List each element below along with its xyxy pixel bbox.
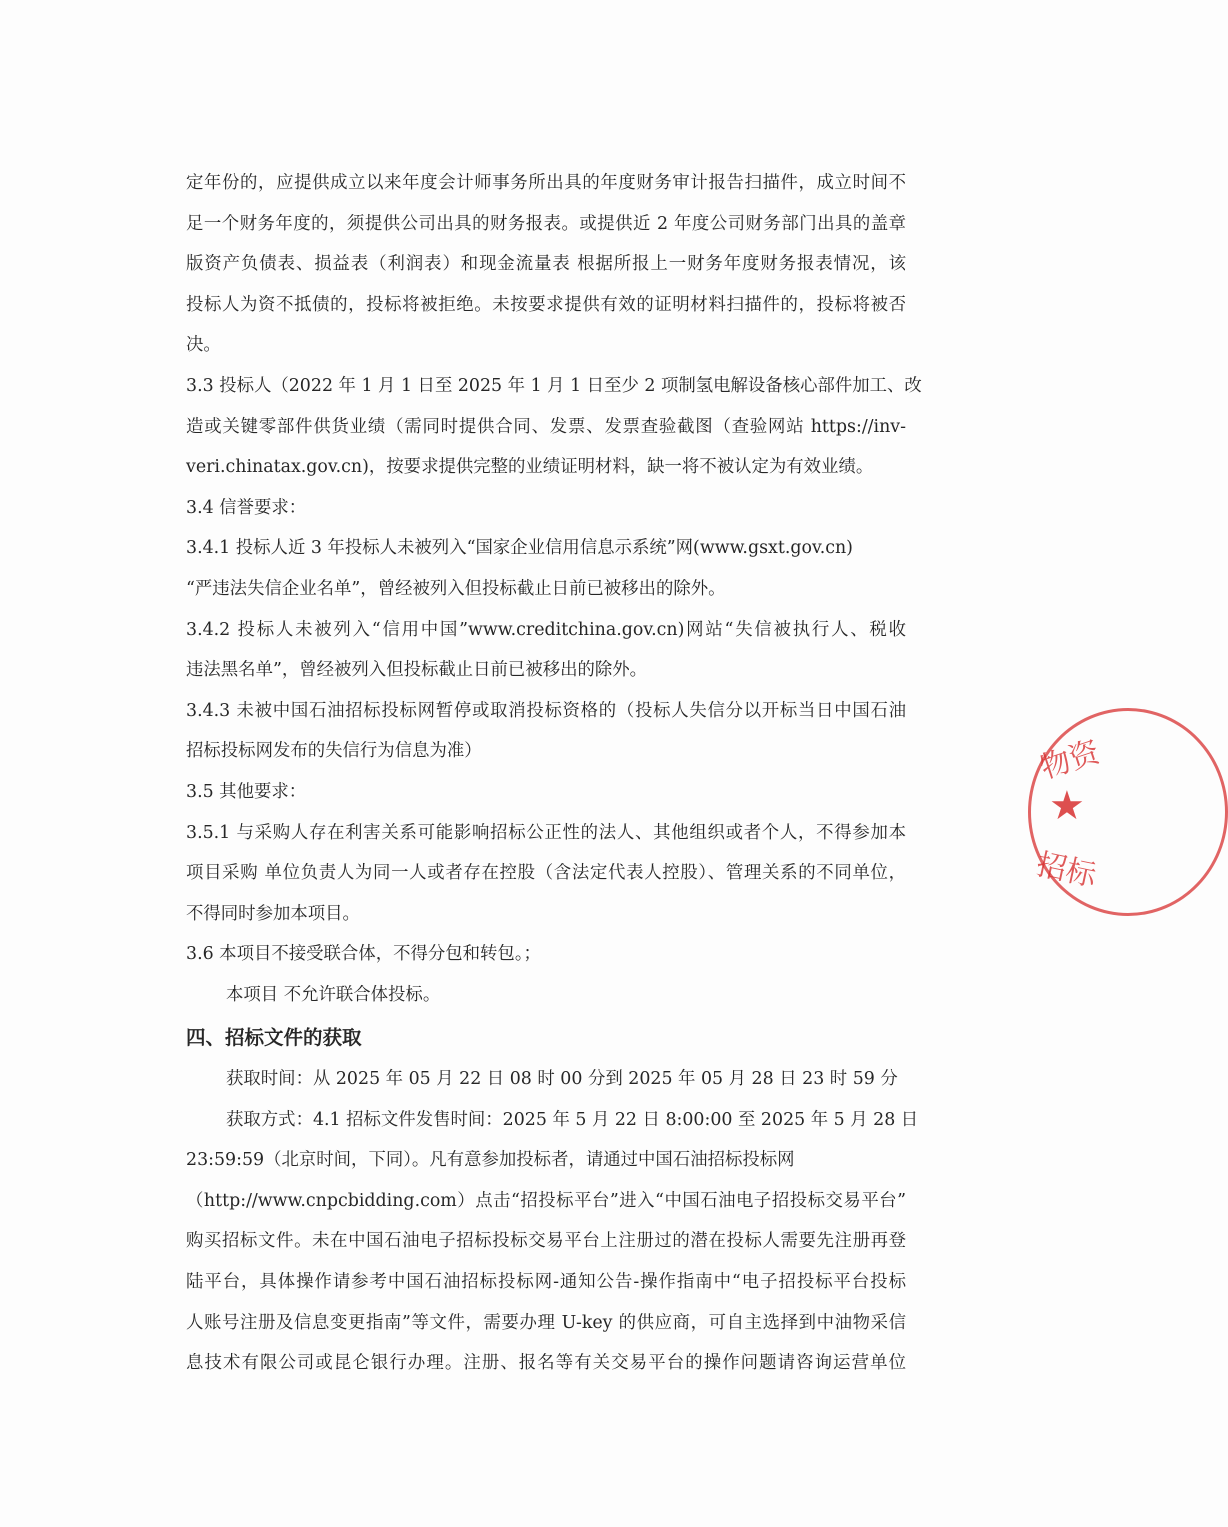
star-icon: ★ — [1049, 783, 1085, 829]
text-line: 定年份的，应提供成立以来年度会计师事务所出具的年度财务审计报告扫描件，成立时间不 — [186, 173, 906, 193]
text-line: 3.5.1 与采购人存在利害关系可能影响招标公正性的法人、其他组织或者个人，不得参加本 — [186, 822, 906, 843]
text-line: 违法黑名单”，曾经被列入但投标截止日前已被移出的除外。 — [186, 660, 648, 681]
text-line: 3.4 信誉要求： — [186, 497, 307, 518]
seal-text-bottom: 招标 — [1033, 847, 1100, 894]
text-line: 息技术有限公司或昆仑银行办理。注册、报名等有关交易平台的操作问题请咨询运营单位 — [186, 1353, 906, 1374]
requirements-section — [186, 163, 922, 1015]
text-line: 3.4.1 投标人近 3 年投标人未被列入“国家企业信用信息示系统”网(www.gsxt.gov.cn) — [186, 538, 853, 559]
text-line: 足一个财务年度的，须提供公司出具的财务报表。或提供近 2 年度公司财务部门出具的盖章 — [186, 213, 906, 234]
text-line: 造或关键零部件供货业绩（需同时提供合同、发票、发票查验截图（查验网站 https://inv- — [186, 416, 906, 437]
text-line: 23:59:59（北京时间，下同）。凡有意参加投标者，请通过中国石油招标投标网 — [186, 1150, 795, 1171]
acquisition-section — [186, 1059, 919, 1384]
text-line: 投标人为资不抵债的，投标将被拒绝。未按要求提供有效的证明材料扫描件的，投标将被否 — [186, 294, 906, 315]
text-line: 获取方式：4.1 招标文件发售时间：2025 年 5 月 22 日 8:00:00 至 2025 年 5 月 28 日 — [226, 1109, 919, 1130]
text-line: 3.3 投标人（2022 年 1 月 1 日至 2025 年 1 月 1 日至少 2 项制氢电解设备核心部件加工、改 — [186, 375, 922, 396]
text-line: 3.5 其他要求： — [186, 781, 307, 802]
text-line: 陆平台，具体操作请参考中国石油招标投标网-通知公告-操作指南中“电子招投标平台投标 — [186, 1271, 906, 1292]
text-line: 购买招标文件。未在中国石油电子招标投标交易平台上注册过的潜在投标人需要先注册再登 — [186, 1231, 906, 1252]
text-line: 3.4.3 未被中国石油招标投标网暂停或取消投标资格的（投标人失信分以开标当日中国石油 — [186, 700, 906, 721]
text-line: 3.4.2 投标人未被列入“信用中国”www.creditchina.gov.cn)网站“失信被执行人、税收 — [186, 619, 906, 640]
text-line: 项目采购 单位负责人为同一人或者存在控股（含法定代表人控股）、管理关系的不同单位， — [186, 863, 906, 884]
text-line: 3.6 本项目不接受联合体，不得分包和转包。； — [186, 944, 541, 965]
text-line: “严违法失信企业名单”，曾经被列入但投标截止日前已被移出的除外。 — [186, 578, 726, 599]
section-heading-wrap — [186, 1018, 906, 1059]
official-seal — [1028, 708, 1228, 916]
text-line: 获取时间：从 2025 年 05 月 22 日 08 时 00 分到 2025 年 05 月 28 日 23 时 59 分 — [226, 1069, 898, 1089]
text-line: （http://www.cnpcbidding.com）点击“招投标平台”进入“中国石油电子招投标交易平台” — [186, 1190, 906, 1211]
text-line: 人账号注册及信息变更指南”等文件，需要办理 U-key 的供应商，可自主选择到中油物采信 — [186, 1312, 906, 1333]
section-heading: 四、招标文件的获取 — [186, 1026, 362, 1049]
text-line: 决。 — [186, 335, 221, 356]
text-line: 招标投标网发布的失信行为信息为准） — [186, 741, 482, 762]
text-line: veri.chinatax.gov.cn)，按要求提供完整的业绩证明材料，缺一将不被认定为有效业绩。 — [186, 457, 874, 478]
text-line: 版资产负债表、损益表（利润表）和现金流量表 根据所报上一财务年度财务报表情况，该 — [186, 254, 906, 275]
text-line: 本项目 不允许联合体投标。 — [226, 984, 441, 1005]
text-line: 不得同时参加本项目。 — [186, 903, 360, 924]
seal-text-top: 物资 — [1036, 734, 1105, 787]
